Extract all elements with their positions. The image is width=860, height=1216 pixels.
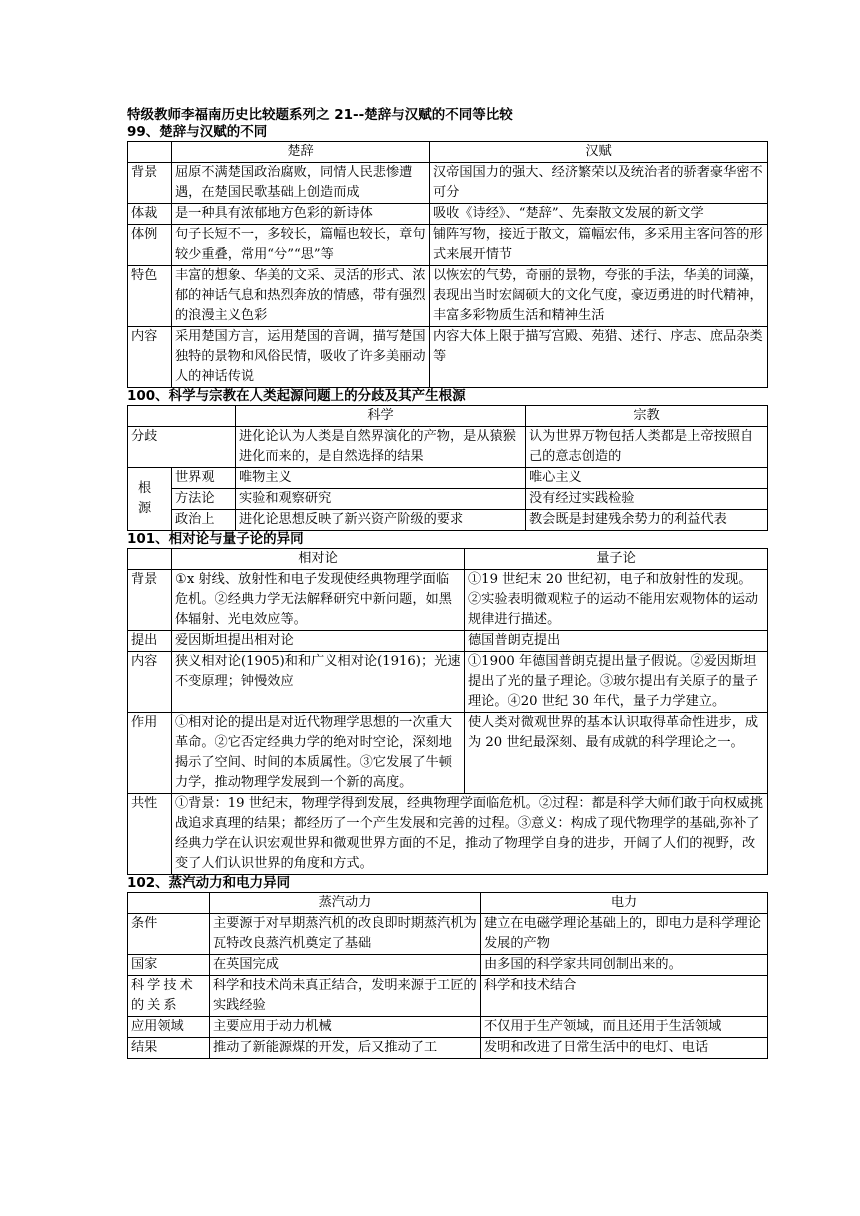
sub-label: 世界观	[172, 468, 236, 489]
row-label: 内容	[128, 652, 172, 713]
row-label: 提出	[128, 631, 172, 652]
row-label: 科学技术的关系	[128, 976, 210, 1017]
row-label: 背景	[128, 163, 172, 204]
table-row	[128, 427, 768, 468]
header-cell: 宗教	[526, 406, 768, 427]
row-label: 结果	[128, 1038, 210, 1059]
table-cell: 不仅用于生产领域，而且还用于生活领域	[481, 1017, 768, 1038]
table-cell: 实验和观察研究	[236, 489, 526, 510]
table-row	[128, 225, 768, 266]
row-label: 体裁	[128, 204, 172, 225]
sub-label: 方法论	[172, 489, 236, 510]
table-row	[128, 1017, 768, 1038]
table-row	[128, 468, 768, 489]
table-cell: 进化论认为人类是自然界演化的产物，是从猿猴进化而来的，是自然选择的结果	[236, 427, 526, 468]
header-cell: 蒸汽动力	[210, 893, 481, 914]
table-row	[128, 631, 768, 652]
table-row	[128, 549, 768, 570]
table-99	[127, 141, 768, 388]
row-label: 条件	[128, 914, 210, 955]
table-row	[128, 163, 768, 204]
table-cell: 使人类对微观世界的基本认识取得革命性进步，成为 20 世纪最深刻、最有成就的科学理论之一。	[465, 713, 768, 794]
table-cell: 科学和技术结合	[481, 976, 768, 1017]
header-cell	[128, 142, 172, 163]
table-cell: 在英国完成	[210, 955, 481, 976]
section-101-title: 101、相对论与量子论的异同	[127, 531, 304, 547]
row-label: 共性	[128, 794, 172, 875]
section-102-title: 102、蒸汽动力和电力异同	[127, 875, 291, 891]
table-row	[128, 266, 768, 327]
row-label: 内容	[128, 327, 172, 388]
header-cell	[128, 549, 172, 570]
table-row	[128, 510, 768, 531]
table-cell: 没有经过实践检验	[526, 489, 768, 510]
table-cell: 由多国的科学家共同创制出来的。	[481, 955, 768, 976]
table-row	[128, 406, 768, 427]
header-cell	[128, 406, 236, 427]
table-cell: 建立在电磁学理论基础上的，即电力是科学理论发展的产物	[481, 914, 768, 955]
table-cell: 吸收《诗经》、“楚辞”、先秦散文发展的新文学	[430, 204, 768, 225]
header-cell: 量子论	[465, 549, 768, 570]
table-cell: 以恢宏的气势，奇丽的景物，夸张的手法，华美的词藻，表现出当时宏阔硕大的文化气度，豪迈勇进的时代精神，丰富多彩物质生活和精神生活	[430, 266, 768, 327]
table-cell: 德国普朗克提出	[465, 631, 768, 652]
header-cell: 楚辞	[172, 142, 430, 163]
table-cell: 唯心主义	[526, 468, 768, 489]
table-row	[128, 955, 768, 976]
table-row	[128, 489, 768, 510]
table-102	[127, 892, 768, 1059]
table-cell: 主要应用于动力机械	[210, 1017, 481, 1038]
document-title: 特级教师李福南历史比较题系列之 21--楚辞与汉赋的不同等比较	[127, 107, 513, 123]
table-cell: 铺阵写物，接近于散文，篇幅宏伟，多采用主客问答的形式来展开情节	[430, 225, 768, 266]
row-label: 国家	[128, 955, 210, 976]
row-label: 作用	[128, 713, 172, 794]
header-cell: 电力	[481, 893, 768, 914]
table-cell: 推动了新能源煤的开发，后又推动了工	[210, 1038, 481, 1059]
row-label-root: 根源	[128, 468, 172, 531]
row-label: 体例	[128, 225, 172, 266]
section-99-title: 99、楚辞与汉赋的不同	[127, 124, 268, 140]
sub-label: 政治上	[172, 510, 236, 531]
table-101	[127, 548, 768, 875]
table-cell: ①1900 年德国普朗克提出量子假说。②爱因斯坦提出了光的量子理论。③玻尔提出有关原子的量子理论。④20 世纪 30 年代，量子力学建立。	[465, 652, 768, 713]
table-cell: ①x 射线、放射性和电子发现使经典物理学面临危机。②经典力学无法解释研究中新问题，如黑体辐射、光电效应等。	[172, 570, 465, 631]
document-page	[127, 106, 767, 1059]
table-row	[128, 976, 768, 1017]
section-100-title: 100、科学与宗教在人类起源问题上的分歧及其产生根源	[127, 388, 466, 404]
table-cell: 丰富的想象、华美的文采、灵活的形式、浓郁的神话气息和热烈奔放的情感，带有强烈的浪漫主义色彩	[172, 266, 430, 327]
table-cell: ①相对论的提出是对近代物理学思想的一次重大革命。②它否定经典力学的绝对时空论，深刻地揭示了空间、时间的本质属性。③它发展了牛顿力学，推动物理学发展到一个新的高度。	[172, 713, 465, 794]
table-cell: 采用楚国方言，运用楚国的音调，描写楚国独特的景物和风俗民情，吸收了许多美丽动人的神话传说	[172, 327, 430, 388]
table-cell: ①19 世纪末 20 世纪初，电子和放射性的发现。②实验表明微观粒子的运动不能用宏观物体的运动规律进行描述。	[465, 570, 768, 631]
table-cell: ①背景：19 世纪末，物理学得到发展，经典物理学面临危机。②过程：都是科学大师们敢于向权威挑战追求真理的结果；都经历了一个产生发展和完善的过程。③意义：构成了现代物理学的基础,弥补了经典力学在认识宏观世界和微观世界方面的不足，推动了物理学自身的进步，开阔了人们的视野，改变了人们认识世界的角度和方式。	[172, 794, 768, 875]
header-cell: 科学	[236, 406, 526, 427]
table-row	[128, 893, 768, 914]
table-row	[128, 794, 768, 875]
table-cell: 教会既是封建残余势力的利益代表	[526, 510, 768, 531]
table-cell: 是一种具有浓郁地方色彩的新诗体	[172, 204, 430, 225]
table-100	[127, 405, 768, 531]
table-row	[128, 327, 768, 388]
table-row	[128, 713, 768, 794]
table-cell: 认为世界万物包括人类都是上帝按照自己的意志创造的	[526, 427, 768, 468]
table-cell: 唯物主义	[236, 468, 526, 489]
table-row	[128, 652, 768, 713]
table-cell: 汉帝国国力的强大、经济繁荣以及统治者的骄奢豪华密不可分	[430, 163, 768, 204]
table-cell: 发明和改进了日常生活中的电灯、电话	[481, 1038, 768, 1059]
table-row	[128, 204, 768, 225]
row-label: 分歧	[128, 427, 236, 468]
table-cell: 句子长短不一，多较长，篇幅也较长，章句较少重叠，常用“兮”“思”等	[172, 225, 430, 266]
table-cell: 进化论思想反映了新兴资产阶级的要求	[236, 510, 526, 531]
table-cell: 主要源于对早期蒸汽机的改良即时期蒸汽机为瓦特改良蒸汽机奠定了基础	[210, 914, 481, 955]
row-label: 特色	[128, 266, 172, 327]
table-cell: 内容大体上限于描写宫殿、苑猎、述行、序志、庶品杂类等	[430, 327, 768, 388]
table-row	[128, 142, 768, 163]
table-cell: 狭义相对论(1905)和和广义相对论(1916)；光速不变原理；钟慢效应	[172, 652, 465, 713]
table-cell: 屈原不满楚国政治腐败，同情人民悲惨遭遇，在楚国民歌基础上创造而成	[172, 163, 430, 204]
header-cell: 相对论	[172, 549, 465, 570]
table-row	[128, 914, 768, 955]
table-row	[128, 570, 768, 631]
table-row	[128, 1038, 768, 1059]
header-cell	[128, 893, 210, 914]
row-label: 背景	[128, 570, 172, 631]
header-cell: 汉赋	[430, 142, 768, 163]
row-label: 应用领域	[128, 1017, 210, 1038]
table-cell: 科学和技术尚未真正结合，发明来源于工匠的实践经验	[210, 976, 481, 1017]
table-cell: 爱因斯坦提出相对论	[172, 631, 465, 652]
